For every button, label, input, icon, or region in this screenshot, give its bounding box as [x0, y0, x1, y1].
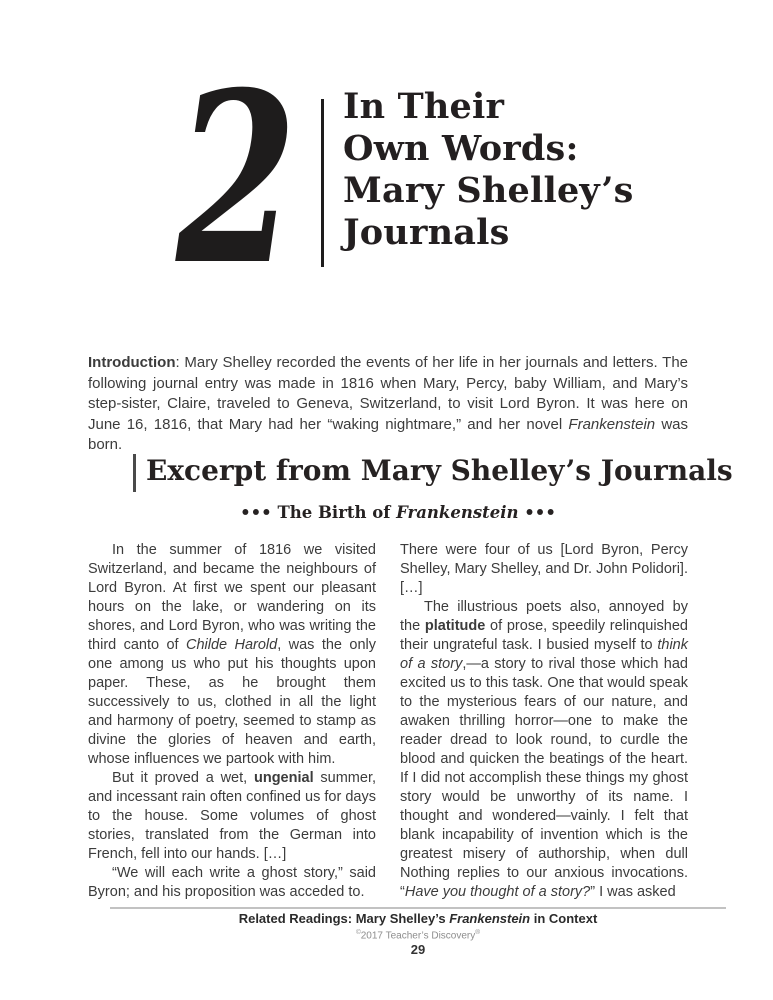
section-subheading: ••• The Birth of Frankenstein ••• [240, 503, 556, 522]
footer-related-readings: Related Readings: Mary Shelley’s Frankenstein in Context [238, 911, 598, 926]
title-divider [321, 99, 324, 267]
footer-rule [110, 907, 726, 909]
introduction-paragraph: Introduction: Mary Shelley recorded the events of her life in her journals and letters. The following journal entry was made in 1816 when Mary, Percy, baby William, and Mary’s step-sister, Claire, traveled to Geneva, Switzerland, to visit Lord Byron. It was here on June 16, 1816, that Mary had her “waking nightmare,” and her novel Frankenstein was born. [88, 354, 688, 453]
left-column [88, 541, 376, 902]
chapter-title-line: Journals [343, 212, 510, 253]
excerpt-paragraph: In the summer of 1816 we visited Switzerland, and became the neighbours of Lord Byron. At first we spent our pleasant hours on the lake, or wandering on its shores, and Lord Byron, who was writing the third canto of Childe Harold, was the only one among us who put his thoughts upon paper. These, as he brought them successively to us, clothed in all the light and harmony of poetry, seemed to stamp as divine the glories of heaven and earth, whose influences we partook with him. [88, 542, 376, 767]
page-number: 29 [410, 942, 426, 957]
chapter-title-line: Own Words: [343, 128, 579, 169]
excerpt-paragraph: “We will each write a ghost story,” said Byron; and his proposition was acceded to. [88, 865, 376, 900]
chapter-title-line: In Their [343, 86, 505, 127]
excerpt-body [88, 541, 688, 902]
excerpt-paragraph: But it proved a wet, ungenial summer, and incessant rain often confined us for days to the house. Some volumes of ghost stories, translated from the German into French, fell into our hands. […] [88, 770, 376, 862]
chapter-title [343, 86, 634, 254]
heading-accent-bar [133, 454, 136, 492]
excerpt-paragraph: There were four of us [Lord Byron, Percy Shelley, Mary Shelley, and Dr. John Polidori]. […] [400, 542, 688, 596]
section-heading-text: Excerpt from Mary Shelley’s Journals [146, 454, 733, 487]
footer-copyright: ©2017 Teacher’s Discovery® [355, 929, 481, 942]
excerpt-paragraph: The illustrious poets also, annoyed by the platitude of prose, speedily relinquished their ungrateful task. I busied myself to think of a story,—a story to rival those which had excited us to this task. One that would speak to the mysterious fears of our nature, and awaken thrilling horror—one to make the reader dread to look round, to curdle the blood and quicken the beatings of the heart. If I did not accomplish these things my ghost story would be unworthy of its name. I thought and wondered—vainly. I felt that blank incapability of invention which is the greatest misery of authorship, when dull Nothing replies to our anxious invocations. “Have you thought of a story?” I was asked [400, 599, 688, 900]
section-heading [133, 451, 733, 492]
right-column [400, 541, 688, 902]
chapter-number: 2 [176, 41, 298, 317]
chapter-title-line: Mary Shelley’s [343, 170, 634, 211]
